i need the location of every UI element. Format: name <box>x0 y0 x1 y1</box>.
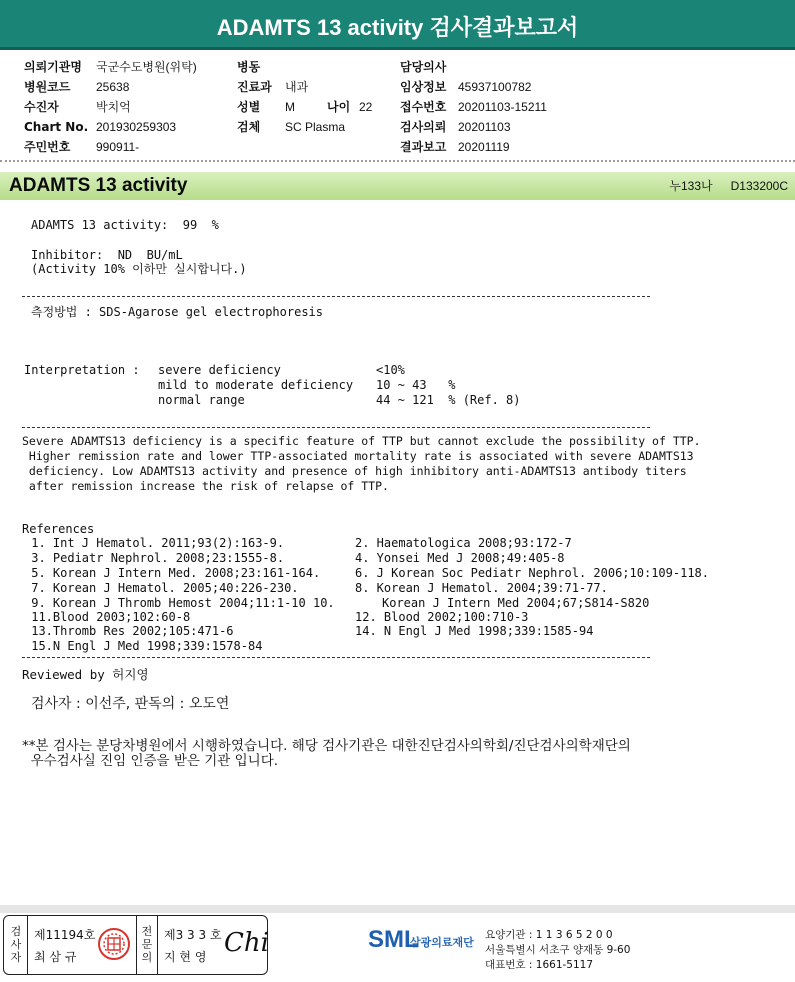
reference-item: 11.Blood 2003;102:60-8 <box>24 610 191 624</box>
facility-code: 요양기관 : 1 1 3 6 5 2 0 0 <box>485 929 613 941</box>
reference-item: 6. J Korean Soc Pediatr Nephrol. 2006;10:109-118. <box>355 566 710 580</box>
info-row-doctor: 담당의사 <box>400 60 447 74</box>
reference-item: 4. Yonsei Med J 2008;49:405-8 <box>355 551 565 565</box>
info-row-report-date: 결과보고 20201119 <box>400 140 510 154</box>
divider-line <box>22 427 650 428</box>
reference-item: 15.N Engl J Med 1998;339:1578-84 <box>24 639 263 653</box>
reference-item: 14. N Engl J Med 1998;339:1585-94 <box>355 624 594 638</box>
report-title: ADAMTS 13 activity 검사결과보고서 <box>0 0 795 50</box>
inhibitor-note: (Activity 10% 이하만 실시합니다.) <box>31 262 247 276</box>
seal-icon <box>96 926 132 962</box>
section-codes <box>651 177 788 195</box>
examiner-license: 제11194호 <box>34 928 96 942</box>
insurance-code: 누133나 <box>669 179 713 193</box>
info-row-request-date: 검사의뢰 20201103 <box>400 120 511 134</box>
interp-normal-range: 44 ~ 121 % (Ref. 8) <box>376 393 521 407</box>
interpretation-label: Interpretation : <box>24 363 140 377</box>
comment-line: deficiency. Low ADAMTS13 activity and presence of high inhibitory anti-ADAMTS13 antibody titers <box>22 464 687 478</box>
inhibitor-result: Inhibitor: ND BU/mL <box>31 248 183 262</box>
reference-item: Korean J Intern Med 2004;67;S814-S820 <box>382 596 650 610</box>
patient-info-col2 <box>237 59 372 135</box>
interp-severe-name: severe deficiency <box>158 363 281 377</box>
reviewed-by: Reviewed by 허지영 <box>22 667 149 682</box>
foundation-name: 삼광의료재단 <box>410 936 474 949</box>
comment-line: after remission increase the risk of relapse of TTP. <box>22 479 389 493</box>
divider-line <box>22 657 650 658</box>
examiners: 검사자 : 이선주, 판독의 : 오도연 <box>31 696 230 712</box>
interp-normal-name: normal range <box>158 393 245 407</box>
info-row-ward: 병동 <box>237 60 261 74</box>
specialist-name: 지 현 영 <box>164 950 207 964</box>
signature: Chi <box>224 928 269 958</box>
activity-result: ADAMTS 13 activity: 99 % <box>31 218 219 232</box>
specialist-vertical-label: 전문의 <box>141 925 153 964</box>
footer-divider <box>0 905 795 913</box>
specialist-license: 제3 3 3 호 <box>164 928 222 942</box>
divider-line <box>22 296 650 297</box>
certification-notice: 우수검사실 진임 인증을 받은 기관 입니다. <box>22 753 279 769</box>
divider <box>136 916 137 974</box>
divider <box>157 916 158 974</box>
examiner-name: 최 삼 규 <box>34 950 77 964</box>
contact-info <box>485 928 630 973</box>
test-code: D133200C <box>730 179 788 193</box>
signature-box <box>3 915 268 975</box>
info-row-hospital-code: 병원코드 25638 <box>24 80 130 94</box>
interp-mild-range: 10 ~ 43 % <box>376 378 456 392</box>
info-row-requesting-institution: 의뢰기관명 국군수도병원(위탁) <box>24 60 197 74</box>
info-row-chart-no: Chart No. 201930259303 <box>24 120 177 134</box>
interp-mild-name: mild to moderate deficiency <box>158 378 354 392</box>
method: 측정방법 : SDS-Agarose gel electrophoresis <box>31 305 324 319</box>
certification-notice: **본 검사는 분당차병원에서 시행하였습니다. 해당 검사기관은 대한진단검사의학회/진단검사의학재단의 <box>22 738 631 754</box>
comment-line: Severe ADAMTS13 deficiency is a specific feature of TTP but cannot exclude the possibility of TTP. <box>22 434 701 448</box>
info-row-clinical-info: 임상정보 45937100782 <box>400 80 532 94</box>
reference-item: 2. Haematologica 2008;93:172-7 <box>355 536 572 550</box>
info-row-sex-age: 성별 M 나이 22 <box>237 100 373 114</box>
info-row-receipt-number: 접수번호 20201103-15211 <box>400 100 547 114</box>
reference-item: 5. Korean J Intern Med. 2008;23:161-164. <box>24 566 321 580</box>
header-divider <box>0 160 795 162</box>
reference-item: 3. Pediatr Nephrol. 2008;23:1555-8. <box>24 551 285 565</box>
reference-item: 7. Korean J Hematol. 2005;40:226-230. <box>24 581 299 595</box>
section-title: ADAMTS 13 activity <box>9 175 188 196</box>
info-row-resident-number: 주민번호 990911- <box>24 140 140 154</box>
section-header <box>0 172 795 200</box>
sml-logo: SML <box>368 926 419 953</box>
reference-item: 8. Korean J Hematol. 2004;39:71-77. <box>355 581 608 595</box>
reference-item: 1. Int J Hematol. 2011;93(2):163-9. <box>24 536 285 550</box>
phone: 대표번호 : 1661-5117 <box>485 959 594 971</box>
patient-info-col1 <box>24 59 197 155</box>
reference-item: 9. Korean J Thromb Hemost 2004;11:1-10 10. <box>24 596 335 610</box>
patient-info-col3 <box>400 59 547 155</box>
references-heading: References <box>22 522 95 536</box>
info-row-patient-name: 수진자 박치억 <box>24 100 131 114</box>
info-row-department: 진료과 내과 <box>237 80 309 94</box>
reference-item: 12. Blood 2002;100:710-3 <box>355 610 529 624</box>
comment-line: Higher remission rate and lower TTP-associated mortality rate is associated with severe ADAMTS13 <box>22 449 694 463</box>
divider <box>27 916 28 974</box>
reference-item: 13.Thromb Res 2002;105:471-6 <box>24 624 234 638</box>
address: 서울특별시 서초구 양재동 9-60 <box>485 944 631 956</box>
examiner-vertical-label: 검사자 <box>10 925 22 964</box>
interp-severe-range: <10% <box>376 363 405 377</box>
info-row-specimen: 검체 SC Plasma <box>237 120 346 134</box>
